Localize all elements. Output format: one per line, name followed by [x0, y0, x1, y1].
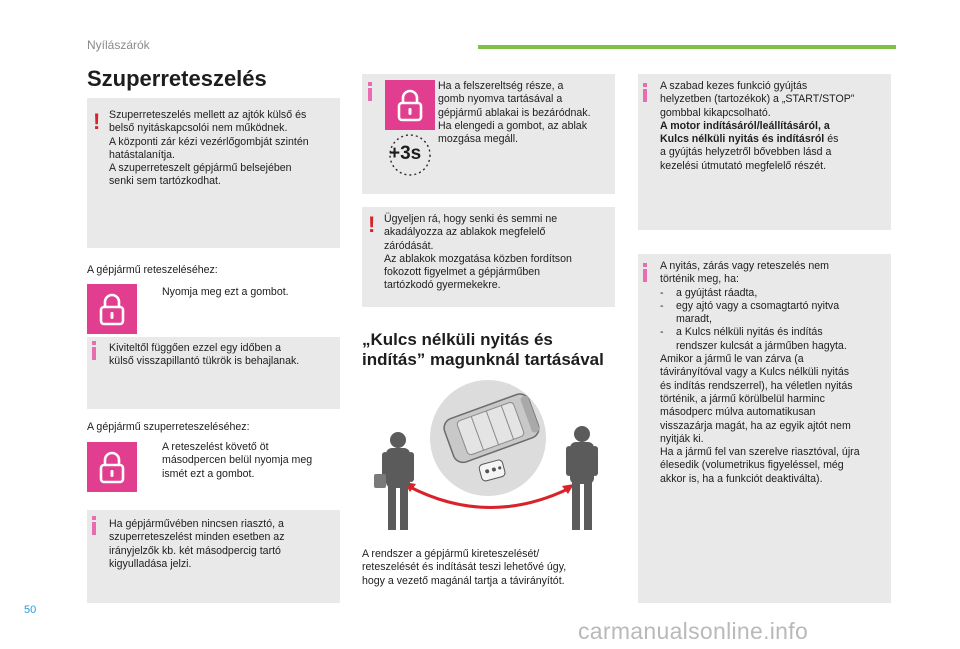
lock-step-text: Nyomja meg ezt a gombot.: [162, 286, 289, 298]
list-item-line: maradt,: [676, 313, 712, 326]
lock-instruction-label: A gépjármű reteszeléséhez:: [87, 264, 218, 276]
info-line: Kiviteltől függően ezzel egy időben a: [109, 342, 281, 354]
info-box-handsfree: [638, 74, 891, 230]
info-line: szuperreteszelést minden esetben az: [109, 531, 285, 544]
keyless-caption: [362, 548, 617, 588]
info-icon: [368, 82, 372, 101]
warning-icon: !: [93, 109, 101, 134]
warning-line: A szuperreteszelt gépjármű belsejében: [109, 162, 292, 175]
info-line: kigyulladása jelzi.: [109, 557, 192, 570]
list-item-line: a gyújtást ráadta,: [676, 286, 758, 299]
superlock-step-line: A reteszelést követő öt: [162, 441, 269, 453]
info-line: irányjelzők kb. két másodpercig tartó: [109, 544, 281, 557]
step-bullet: [146, 286, 162, 299]
page-number: 50: [24, 604, 37, 616]
info-line: gomb nyomva tartásával a: [438, 93, 563, 106]
list-item-line: a Kulcs nélküli nyitás és indítás: [676, 326, 823, 339]
lock-button-icon: [385, 80, 435, 130]
warning-line: belső nyitáskapcsolói nem működnek.: [109, 122, 288, 135]
warning-line: záródását.: [384, 239, 434, 252]
info-line: Ha a felszereltség része, a: [438, 80, 564, 92]
info-line: A szabad kezes funkció gyújtás: [660, 80, 808, 92]
superlock-step-line: másodpercen belül nyomja meg: [162, 454, 313, 467]
header-accent-bar: [478, 45, 896, 49]
page-title: Szuperreteszelés: [87, 66, 267, 91]
info-line: nyitják ki.: [660, 432, 704, 445]
warning-line: tartózkodó gyermekekre.: [384, 279, 501, 292]
info-line: akkor is, ha a funkciót deaktiválta).: [660, 472, 823, 485]
info-line: távirányítóval vagy a Kulcs nélküli nyitás: [660, 366, 850, 379]
info-line: gombbal kikapcsolható.: [660, 106, 771, 119]
info-line: visszazárja magát, ha az egyik ajtót nem: [660, 419, 851, 432]
info-icon: [92, 341, 96, 360]
list-bullet: -: [660, 299, 664, 312]
superlock-instruction-label: A gépjármű szuperreteszeléséhez:: [87, 421, 250, 433]
list-bullet: -: [660, 286, 664, 299]
info-box-no-lock: [638, 254, 891, 603]
info-line-bold: A motor indításáról/leállításáról, a: [660, 119, 830, 132]
info-line-tail: és: [824, 133, 839, 146]
info-line: és indítás rendszerrel), ha véletlen nyitás: [660, 379, 853, 392]
info-line: történik, a jármű körülbelül harminc: [660, 392, 825, 405]
step-bullet: [146, 441, 162, 481]
caption-line: reteszelését és indítását teszi lehetővé úgy,: [362, 561, 567, 574]
list-item-line: egy ajtó vagy a csomagtartó nyitva: [676, 299, 840, 312]
info-box-mirrors: [87, 337, 340, 409]
info-line: Ha a jármű fel van szerelve riasztóval, újra: [660, 446, 860, 459]
info-icon: [643, 83, 647, 102]
info-box-window-hold: [362, 74, 615, 194]
info-line: mozgása megáll.: [438, 133, 519, 146]
info-line: a gyújtás helyzetről bővebben lásd a: [660, 146, 832, 159]
info-line: Ha gépjárművében nincsen riasztó, a: [109, 518, 284, 530]
info-box-alarm: [87, 510, 340, 603]
heading-line: indítás” magunknál tartásával: [362, 350, 604, 369]
caption-line: hogy a vezető magánál tartja a távirányítót.: [362, 574, 565, 587]
info-line: Amikor a jármű le van zárva (a: [660, 353, 804, 366]
caption-line: A rendszer a gépjármű kireteszelését/: [362, 548, 540, 560]
timer-label: +3s: [389, 143, 422, 164]
warning-box-windows: [362, 207, 615, 307]
info-line: kezelési útmutató megfelelő részét.: [660, 159, 827, 172]
warning-line: A központi zár kézi vezérlőgombját szintén: [109, 135, 309, 148]
warning-line: Az ablakok mozgatása közben fordítson: [384, 252, 572, 265]
lock-button-icon: [87, 442, 137, 492]
superlock-step-line: ismét ezt a gombot.: [162, 467, 255, 480]
info-line: külső visszapillantó tükrök is behajlanak.: [109, 355, 300, 368]
info-icon: [92, 516, 96, 535]
info-line: élesedik (volumetrikus figyeléssel, még: [660, 459, 844, 472]
watermark: carmanualsonline.info: [578, 618, 809, 644]
warning-icon: !: [368, 212, 376, 237]
timer-icon: [384, 132, 436, 178]
warning-line: senki sem tartózkodhat.: [109, 175, 221, 188]
list-item-line: rendszer kulcsát a járműben hagyta.: [676, 339, 847, 352]
warning-line: Szuperreteszelés mellett az ajtók külső és: [109, 109, 307, 121]
section-header: Nyílászárók: [87, 38, 150, 52]
warning-line: hatástalanítja.: [109, 148, 175, 161]
info-line: történik meg, ha:: [660, 273, 739, 286]
info-line: gépjármű ablakai is bezáródnak.: [438, 106, 591, 119]
keyless-heading: [362, 330, 604, 370]
warning-box-superlock: [87, 98, 340, 248]
warning-line: fokozott figyelmet a gépjárműben: [384, 266, 541, 279]
lock-button-icon: [87, 284, 137, 334]
warning-line: Ügyeljen rá, hogy senki és semmi ne: [384, 213, 558, 225]
info-line: másodperc múlva automatikusan: [660, 406, 816, 419]
warning-line: akadályozza az ablakok megfelelő: [384, 226, 546, 239]
info-icon: [643, 263, 647, 282]
keyless-entry-illustration: [360, 378, 615, 548]
info-line: A nyitás, zárás vagy reteszelés nem: [660, 260, 829, 272]
info-line: helyzetben (tartozékok) a „START/STOP”: [660, 93, 855, 106]
list-bullet: -: [660, 326, 664, 339]
info-line-bold: Kulcs nélküli nyitás és indításról: [660, 133, 825, 146]
info-line: Ha elengedi a gombot, az ablak: [438, 119, 588, 132]
heading-line: „Kulcs nélküli nyitás és: [362, 330, 553, 349]
